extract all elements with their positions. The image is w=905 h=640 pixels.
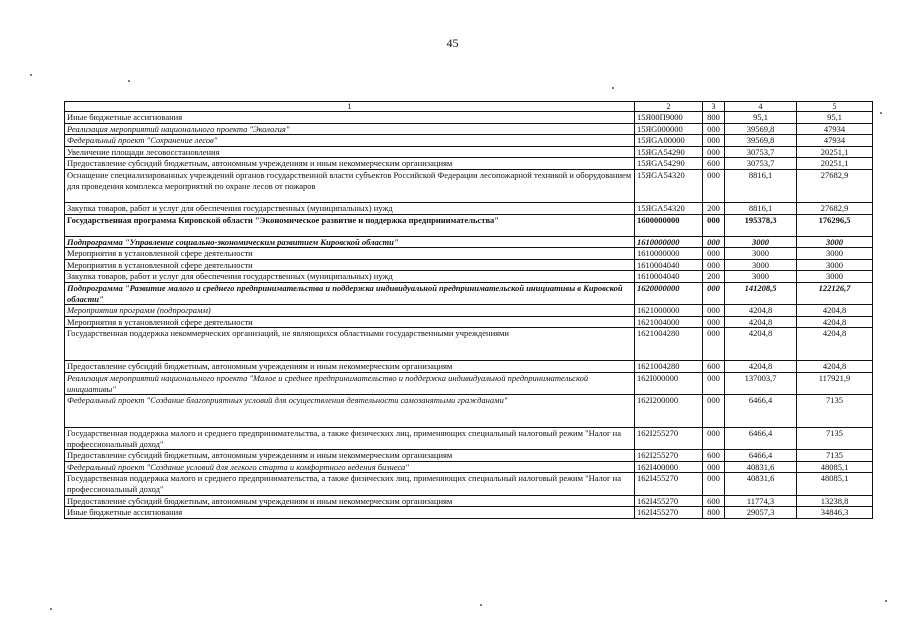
- table-row: [65, 428, 873, 450]
- row-code: 1620000000: [635, 282, 703, 304]
- row-amount-col5: 3000: [797, 248, 873, 260]
- row-amount-col5: 122126,7: [797, 282, 873, 304]
- row-amount-col4: 3000: [725, 259, 797, 271]
- row-code: 162I455270: [635, 473, 703, 495]
- row-expense-type: 600: [703, 158, 725, 170]
- row-code: 162I455270: [635, 495, 703, 507]
- row-description: Увеличение площади лесовосстановления: [65, 146, 635, 158]
- row-expense-type: 000: [703, 259, 725, 271]
- row-description: Государственная поддержка малого и среднего предпринимательства, а также физических лиц, применяющих специальный налоговый режим "Налог на профессиональный доход": [65, 473, 635, 495]
- row-amount-col5: 7135: [797, 395, 873, 428]
- row-description: Федеральный проект "Сохранение лесов": [65, 135, 635, 147]
- row-amount-col4: 30753,7: [725, 158, 797, 170]
- row-description: Государственная программа Кировской области "Экономическое развитие и поддержка предпринимательства": [65, 214, 635, 236]
- row-amount-col4: 4204,8: [725, 361, 797, 373]
- row-expense-type: 000: [703, 461, 725, 473]
- row-amount-col5: 13238,8: [797, 495, 873, 507]
- row-expense-type: 000: [703, 146, 725, 158]
- row-amount-col4: 195378,3: [725, 214, 797, 236]
- row-expense-type: 000: [703, 428, 725, 450]
- row-description: Государственная поддержка некоммерческих организаций, не являющихся областными государственными учреждениями: [65, 328, 635, 361]
- row-amount-col4: 3000: [725, 248, 797, 260]
- row-description: Федеральный проект "Создание благоприятных условий для осуществления деятельности самозанятыми гражданами": [65, 395, 635, 428]
- scan-speck: [30, 74, 32, 76]
- row-expense-type: 800: [703, 507, 725, 519]
- row-amount-col5: 3000: [797, 271, 873, 283]
- row-amount-col4: 8816,1: [725, 169, 797, 202]
- row-description: Закупка товаров, работ и услуг для обеспечения государственных (муниципальных) нужд: [65, 202, 635, 214]
- row-amount-col5: 20251,1: [797, 158, 873, 170]
- row-amount-col4: 3000: [725, 236, 797, 248]
- row-expense-type: 000: [703, 395, 725, 428]
- row-description: Мероприятия в установленной сфере деятельности: [65, 248, 635, 260]
- row-expense-type: 000: [703, 214, 725, 236]
- budget-table-body: [65, 102, 873, 519]
- row-code: 1610004040: [635, 271, 703, 283]
- row-code: 1621004280: [635, 361, 703, 373]
- table-row: [65, 135, 873, 147]
- row-amount-col4: 40831,6: [725, 473, 797, 495]
- row-code: 1610004040: [635, 259, 703, 271]
- table-header-row: [65, 102, 873, 112]
- row-description: Федеральный проект "Создание условий для легкого старта и комфортного ведения бизнеса": [65, 461, 635, 473]
- row-expense-type: 000: [703, 236, 725, 248]
- row-expense-type: 000: [703, 316, 725, 328]
- row-expense-type: 000: [703, 169, 725, 202]
- row-amount-col4: 39569,8: [725, 135, 797, 147]
- row-code: 15ЯG000000: [635, 123, 703, 135]
- table-row: [65, 236, 873, 248]
- table-row: [65, 450, 873, 462]
- row-code: 162I255270: [635, 450, 703, 462]
- row-amount-col5: 48085,1: [797, 461, 873, 473]
- row-amount-col4: 141208,5: [725, 282, 797, 304]
- row-amount-col5: 20251,1: [797, 146, 873, 158]
- table-row: [65, 316, 873, 328]
- table-row: [65, 214, 873, 236]
- scan-speck: [885, 600, 887, 602]
- scan-speck: [612, 87, 614, 89]
- row-amount-col4: 6466,4: [725, 395, 797, 428]
- budget-table: [64, 101, 873, 519]
- row-expense-type: 600: [703, 495, 725, 507]
- row-amount-col4: 8816,1: [725, 202, 797, 214]
- row-description: Иные бюджетные ассигнования: [65, 112, 635, 124]
- table-row: [65, 123, 873, 135]
- row-amount-col5: 27682,9: [797, 169, 873, 202]
- row-amount-col5: 47934: [797, 123, 873, 135]
- row-expense-type: 000: [703, 372, 725, 394]
- row-expense-type: 200: [703, 271, 725, 283]
- row-amount-col4: 4204,8: [725, 328, 797, 361]
- row-amount-col4: 6466,4: [725, 428, 797, 450]
- row-amount-col5: 47934: [797, 135, 873, 147]
- table-row: [65, 158, 873, 170]
- row-expense-type: 600: [703, 361, 725, 373]
- row-description: Предоставление субсидий бюджетным, автономным учреждениям и иным некоммерческим организациям: [65, 361, 635, 373]
- row-code: 162I255270: [635, 428, 703, 450]
- row-expense-type: 000: [703, 473, 725, 495]
- row-expense-type: 800: [703, 112, 725, 124]
- row-amount-col5: 4204,8: [797, 305, 873, 317]
- row-code: 1600000000: [635, 214, 703, 236]
- table-row: [65, 112, 873, 124]
- row-expense-type: 000: [703, 282, 725, 304]
- row-code: 162I455270: [635, 507, 703, 519]
- row-description: Подпрограмма "Развитие малого и среднего предпринимательства и поддержка индивидуальной предпринимательской инициативы в Кировской области": [65, 282, 635, 304]
- row-expense-type: 000: [703, 135, 725, 147]
- header-col-5: 5: [797, 102, 873, 112]
- row-description: Закупка товаров, работ и услуг для обеспечения государственных (муниципальных) нужд: [65, 271, 635, 283]
- table-row: [65, 248, 873, 260]
- row-amount-col5: 7135: [797, 428, 873, 450]
- row-amount-col4: 40831,6: [725, 461, 797, 473]
- row-amount-col4: 3000: [725, 271, 797, 283]
- row-expense-type: 000: [703, 248, 725, 260]
- row-code: 1621004000: [635, 316, 703, 328]
- row-amount-col5: 4204,8: [797, 361, 873, 373]
- row-amount-col5: 117921,9: [797, 372, 873, 394]
- table-row: [65, 372, 873, 394]
- row-expense-type: 000: [703, 328, 725, 361]
- header-col-4: 4: [725, 102, 797, 112]
- row-code: 1621000000: [635, 305, 703, 317]
- scan-speck: [480, 604, 482, 606]
- table-row: [65, 495, 873, 507]
- table-row: [65, 507, 873, 519]
- scan-speck: [50, 608, 52, 610]
- row-code: 1610000000: [635, 248, 703, 260]
- row-amount-col5: 7135: [797, 450, 873, 462]
- row-amount-col5: 4204,8: [797, 328, 873, 361]
- row-amount-col4: 95,1: [725, 112, 797, 124]
- table-row: [65, 305, 873, 317]
- row-description: Реализация мероприятий национального проекта "Малое и среднее предпринимательство и поддержка индивидуальной предпринимательской инициативы": [65, 372, 635, 394]
- row-description: Иные бюджетные ассигнования: [65, 507, 635, 519]
- table-row: [65, 328, 873, 361]
- row-amount-col4: 137003,7: [725, 372, 797, 394]
- row-code: 15ЯGA00000: [635, 135, 703, 147]
- row-description: Предоставление субсидий бюджетным, автономным учреждениям и иным некоммерческим организациям: [65, 158, 635, 170]
- row-amount-col4: 6466,4: [725, 450, 797, 462]
- row-code: 15ЯGA54320: [635, 202, 703, 214]
- row-description: Реализация мероприятий национального проекта "Экология": [65, 123, 635, 135]
- row-code: 1610000000: [635, 236, 703, 248]
- row-description: Мероприятия в установленной сфере деятельности: [65, 316, 635, 328]
- row-amount-col5: 95,1: [797, 112, 873, 124]
- table-row: [65, 361, 873, 373]
- row-code: 15ЯGA54290: [635, 146, 703, 158]
- table-row: [65, 282, 873, 304]
- table-row: [65, 202, 873, 214]
- row-amount-col5: 27682,9: [797, 202, 873, 214]
- row-amount-col4: 30753,7: [725, 146, 797, 158]
- table-row: [65, 146, 873, 158]
- row-code: 162I400000: [635, 461, 703, 473]
- row-amount-col5: 3000: [797, 259, 873, 271]
- table-row: [65, 169, 873, 202]
- row-amount-col4: 4204,8: [725, 316, 797, 328]
- row-expense-type: 000: [703, 123, 725, 135]
- row-expense-type: 000: [703, 305, 725, 317]
- row-code: 15Я00П9000: [635, 112, 703, 124]
- row-amount-col4: 29057,3: [725, 507, 797, 519]
- row-description: Предоставление субсидий бюджетным, автономным учреждениям и иным некоммерческим организациям: [65, 495, 635, 507]
- row-amount-col4: 11774,3: [725, 495, 797, 507]
- row-code: 15ЯGA54320: [635, 169, 703, 202]
- row-code: 1621004280: [635, 328, 703, 361]
- row-description: Предоставление субсидий бюджетным, автономным учреждениям и иным некоммерческим организациям: [65, 450, 635, 462]
- page-number: 45: [446, 36, 459, 50]
- row-amount-col4: 4204,8: [725, 305, 797, 317]
- header-col-1: 1: [65, 102, 635, 112]
- row-amount-col5: 3000: [797, 236, 873, 248]
- row-description: Оснащение специализированных учреждений органов государственной власти субъектов Российской Федерации лесопожарной техникой и оборудованием для проведения комплекса мероприятий по охране лесов от пожаров: [65, 169, 635, 202]
- table-row: [65, 473, 873, 495]
- row-expense-type: 600: [703, 450, 725, 462]
- row-code: 15ЯGA54290: [635, 158, 703, 170]
- header-col-2: 2: [635, 102, 703, 112]
- row-description: Мероприятия в установленной сфере деятельности: [65, 259, 635, 271]
- header-col-3: 3: [703, 102, 725, 112]
- row-amount-col5: 4204,8: [797, 316, 873, 328]
- row-expense-type: 200: [703, 202, 725, 214]
- table-row: [65, 461, 873, 473]
- row-amount-col5: 48085,1: [797, 473, 873, 495]
- row-description: Подпрограмма "Управление социально-экономическим развитием Кировской области": [65, 236, 635, 248]
- row-code: 162I200000: [635, 395, 703, 428]
- row-amount-col5: 176296,5: [797, 214, 873, 236]
- table-row: [65, 395, 873, 428]
- row-amount-col4: 39569,8: [725, 123, 797, 135]
- row-description: Мероприятия программ (подпрограмм): [65, 305, 635, 317]
- row-code: 162I000000: [635, 372, 703, 394]
- scan-speck: [128, 80, 130, 82]
- table-row: [65, 259, 873, 271]
- row-amount-col5: 34846,3: [797, 507, 873, 519]
- table-row: [65, 271, 873, 283]
- row-description: Государственная поддержка малого и среднего предпринимательства, а также физических лиц, применяющих специальный налоговый режим "Налог на профессиональный доход": [65, 428, 635, 450]
- scan-speck: [880, 112, 882, 114]
